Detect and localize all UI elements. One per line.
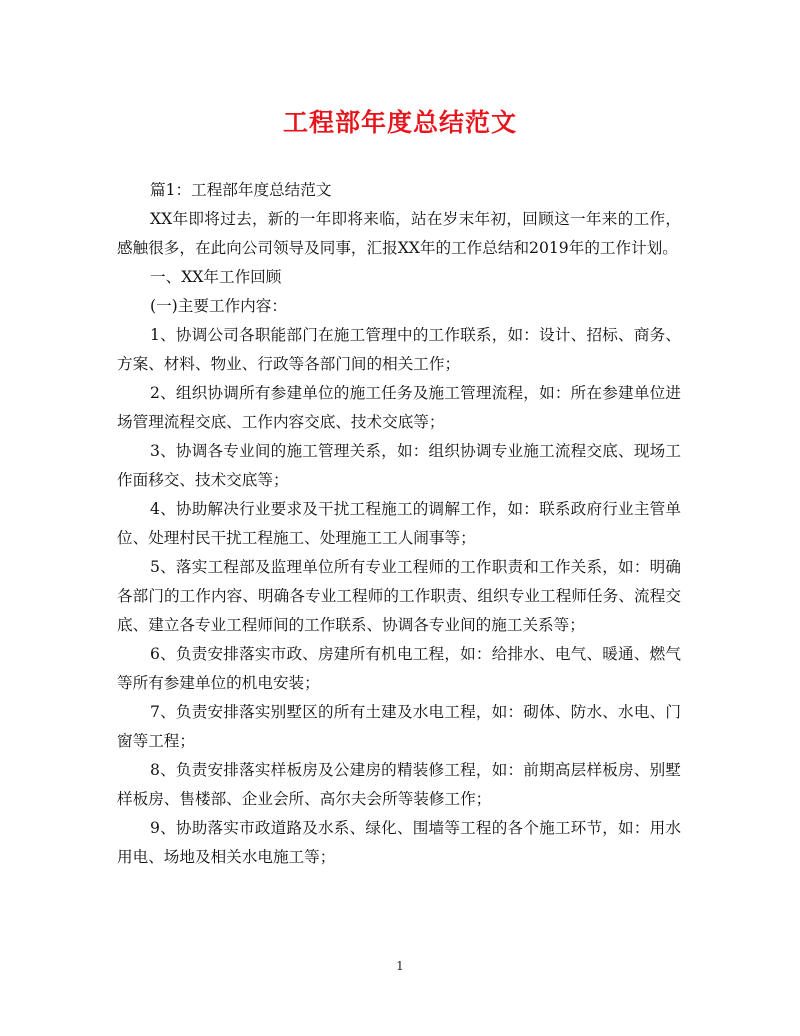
- document-title: 工程部年度总结范文: [282, 108, 517, 137]
- page-number: 1: [396, 959, 404, 973]
- subsection-heading: (一)主要工作内容：: [150, 297, 287, 315]
- list-item: 6、负责安排落实市政、房建所有机电工程，如：给排水、电气、暖通、燃气等所有参建单位的机电安装；: [117, 645, 681, 692]
- list-item: 1、协调公司各职能部门在施工管理中的工作联系，如：设计、招标、商务、方案、材料、物业、行政等各部门间的相关工作；: [117, 326, 681, 373]
- list-item: 2、组织协调所有参建单位的施工任务及施工管理流程，如：所在参建单位进场管理流程交底、工作内容交底、技术交底等；: [117, 384, 681, 431]
- list-item: 3、协调各专业间的施工管理关系，如：组织协调专业施工流程交底、现场工作面移交、技术交底等；: [117, 442, 681, 489]
- section-heading: 篇1：工程部年度总结范文: [150, 181, 332, 199]
- list-item: 5、落实工程部及监理单位所有专业工程师的工作职责和工作关系，如：明确各部门的工作内容、明确各专业工程师的工作职责、组织专业工程师任务、流程交底、建立各专业工程师间的工作联系、协调各专业间的施工关系等；: [117, 558, 681, 634]
- list-item: 9、协助落实市政道路及水系、绿化、围墙等工程的各个施工环节，如：用水用电、场地及相关水电施工等；: [117, 819, 681, 866]
- chapter-heading: 一、XX年工作回顾: [150, 268, 282, 286]
- document-body: [117, 176, 681, 872]
- list-item: 4、协助解决行业要求及干扰工程施工的调解工作，如：联系政府行业主管单位、处理村民干扰工程施工、处理施工工人闹事等；: [117, 500, 681, 547]
- list-item: 8、负责安排落实样板房及公建房的精装修工程，如：前期高层样板房、别墅样板房、售楼部、企业会所、高尔夫会所等装修工作；: [117, 761, 681, 808]
- list-item: 7、负责安排落实别墅区的所有土建及水电工程，如：砌体、防水、水电、门窗等工程；: [117, 703, 681, 750]
- intro-paragraph: XX年即将过去，新的一年即将来临，站在岁末年初，回顾这一年来的工作，感触很多，在此向公司领导及同事，汇报XX年的工作总结和2019年的工作计划。: [117, 210, 681, 257]
